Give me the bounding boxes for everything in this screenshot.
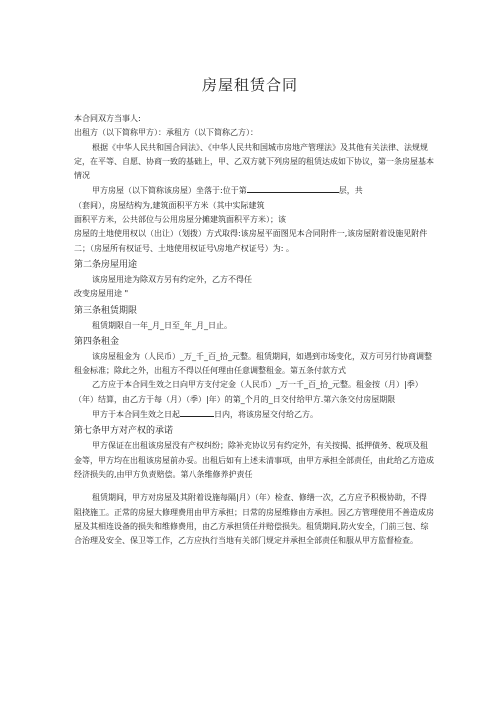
article-2-heading: 第二条房屋用途 [74,259,138,270]
article-4-heading: 第四条租金 [74,336,120,347]
floor-text: 层，共 [338,186,363,196]
parties-line: 出租方（以下简称甲方）：承租方（以下简称乙方）： [74,128,258,138]
delivery-text: 甲方于本合同生效之日起 [92,410,180,420]
location-text: 甲方房屋（以下简称该房屋）坐落于:位于第 [92,186,247,196]
location-line [74,183,434,198]
land-use-paragraph: 房屋的土地使用权以（出让）（划拨）方式取得:该房屋平面图见本合同附件一,该房屋附着设施见附件二；（房屋所有权证号、土地使用权证号\房地产权证号）为: 。 [74,229,428,253]
contract-body [74,112,434,548]
maintenance-paragraph: 租赁期间，甲方对房屋及其附着设施每隔|月）（年）检查、修缮一次，乙方应予积极协助，不得阻挠施工。正常的房屋大修理费用由甲方承担；日常的房屋维修由方承担。因乙方管理使用不善造成房屋及其相连设备的损失和维修费用，由乙方承担赁任并赔偿损失。租赁期间,防火安全，门前三包、综合治理及安全、保卫等工作，乙方应执行当地有关部门规定并承担全部责任和服从甲方监督检查。 [74,493,434,546]
usage-line-2: 改变房屋用途 " [74,289,129,299]
structure-line: （套间），房屋结构为,建筑面积平方米（其中实际建筑 [74,200,265,210]
delivery-text-2: 日内，将该房屋交付给乙方。 [214,410,318,420]
preamble-paragraph: 根据《中华人民共和国合同法》、《中华人民共和国城市房地产管理法》及其他有关法律、法规规定，在平等、自愿、协商一致的基础上，甲、乙双方就下列房屋的租赁达成如下协议，第一条房屋基本情况 [74,142,434,181]
area-line: 面积平方米，公共部位与公用房屋分摊建筑面积平方米）；该 [74,215,286,225]
usage-line: 该房屋用途为除双方另有约定外，乙方不得任 [92,274,252,284]
document-title: 房屋租赁合同 [201,76,298,94]
paragraph-gap [74,482,434,491]
term-line: 租赁期限自一年_月_日至_年_月_日止。 [92,320,232,330]
payment-paragraph: 乙方应于本合同生效之日向甲方支付定金（人民币）_万一千_百_拾_元整。租金按（月）|季）（年）结算，由乙方于每（月）（季）|年）的第_个月的_日交付给甲方.第六条交付房屋期限 [74,380,423,404]
location-blank [247,183,339,193]
rent-paragraph: 该房屋租金为（人民币）_万_千_百_拾_元整。租赁期间，如遇到市场变化，双方可另行协商调整租金标准；除此之外，出租方不得以任何理由任意调整租金。第五条付款方式 [74,351,432,376]
delivery-line [74,407,434,422]
delivery-blank [180,407,214,417]
parties-intro: 本合同双方当事人: [74,114,141,123]
ownership-paragraph: 甲方保证在出租该房屋没有产权纠纷；除补充协议另有约定外，有关按揭、抵押债务、税项及租金等，甲方均在出租该房屋前办妥。出租后如有上述未清事项，由甲方承担全部责任，由此给乙方造成经济损失的,由甲方负责赔偿。第八条维修养护责任 [74,441,434,479]
article-7-heading: 第七条甲方对产权的承诺 [74,426,174,437]
article-3-heading: 第三条租赁期限 [74,305,138,316]
